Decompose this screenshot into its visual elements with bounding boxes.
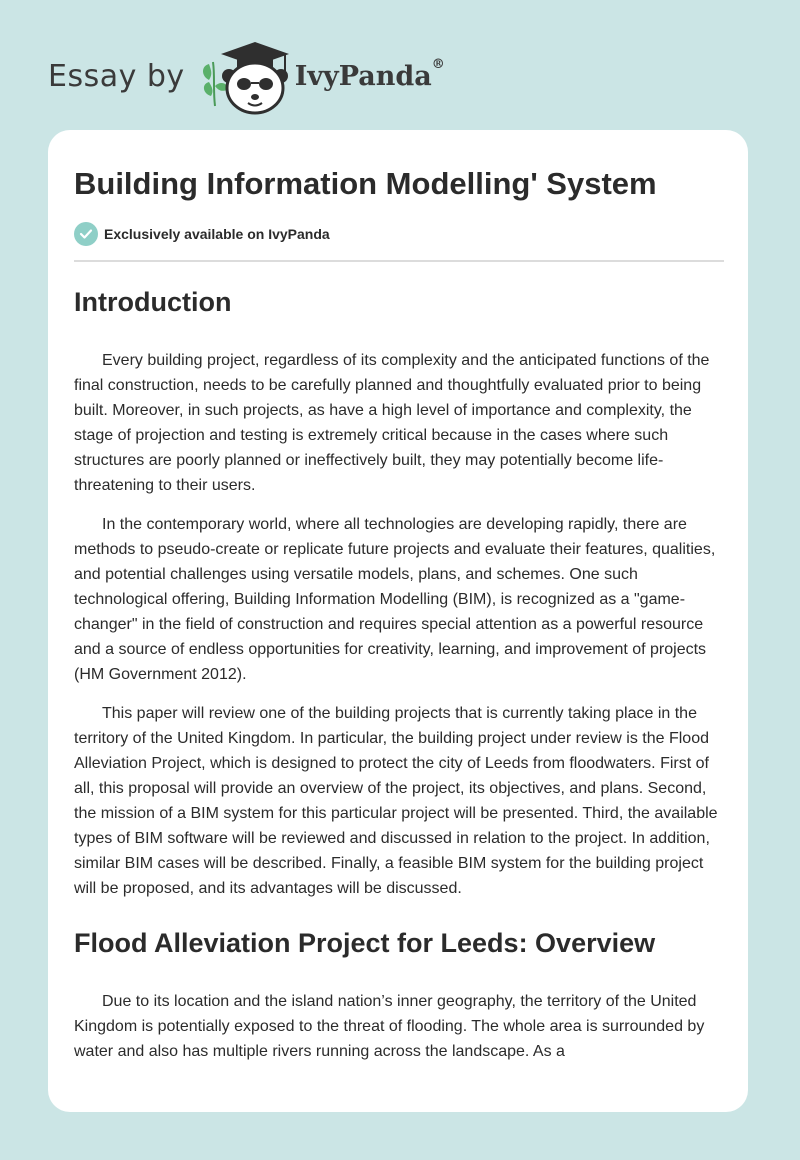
section-heading: Introduction <box>74 287 232 317</box>
divider <box>74 260 724 262</box>
paragraph: Every building project, regardless of its complexity and the anticipated functions of the final construction, needs to be carefully planned and thoughtfully evaluated prior to being built. Moreover, in such projects, as have a high level of importance and complexity, the stage of projection and testing is extremely critical because in the cases where such structures are poorly planned or ineffectively built, they may potentially become life-threatening to their users. <box>74 352 710 494</box>
exclusive-label: Exclusively available on IvyPanda <box>104 226 330 242</box>
panda-logo-icon[interactable] <box>199 36 291 116</box>
brand-name[interactable]: IvyPanda® <box>294 56 445 92</box>
paragraph: This paper will review one of the building projects that is currently taking place in the territory of the United Kingdom. In particular, the building project under review is the Flood Alleviation Project, which is designed to protect the city of Leeds from floodwaters. First of all, this proposal will provide an overview of the project, its objectives, and plans. Second, the mission of a BIM system for this particular project will be presented. Third, the available types of BIM software will be reviewed and discussed in relation to the project. In addition, similar BIM cases will be described. Finally, a feasible BIM system for the building project will be proposed, and its advantages will be discussed. <box>74 705 718 897</box>
paragraph: Due to its location and the island nation’s inner geography, the territory of the United Kingdom is potentially exposed to the threat of flooding. The whole area is surrounded by water and also has multiple rivers running across the landscape. As a <box>74 993 705 1060</box>
check-icon <box>74 222 98 246</box>
site-header <box>48 36 445 116</box>
essay-by-label: Essay by <box>48 58 185 94</box>
article-body <box>74 282 724 1078</box>
article-title: Building Information Modelling' System <box>74 166 657 201</box>
section-heading: Flood Alleviation Project for Leeds: Overview <box>74 928 656 958</box>
paragraph: In the contemporary world, where all technologies are developing rapidly, there are methods to pseudo-create or replicate future projects and evaluate their features, qualities, and potential challenges using versatile models, plans, and schemes. One such technological offering, Building Information Modelling (BIM), is recognized as a "game-changer" in the field of construction and requires special attention as a powerful resource and a source of endless opportunities for creativity, learning, and improvement of projects (HM Government 2012). <box>74 516 716 683</box>
article-card <box>48 130 748 1112</box>
exclusive-badge <box>74 222 330 246</box>
